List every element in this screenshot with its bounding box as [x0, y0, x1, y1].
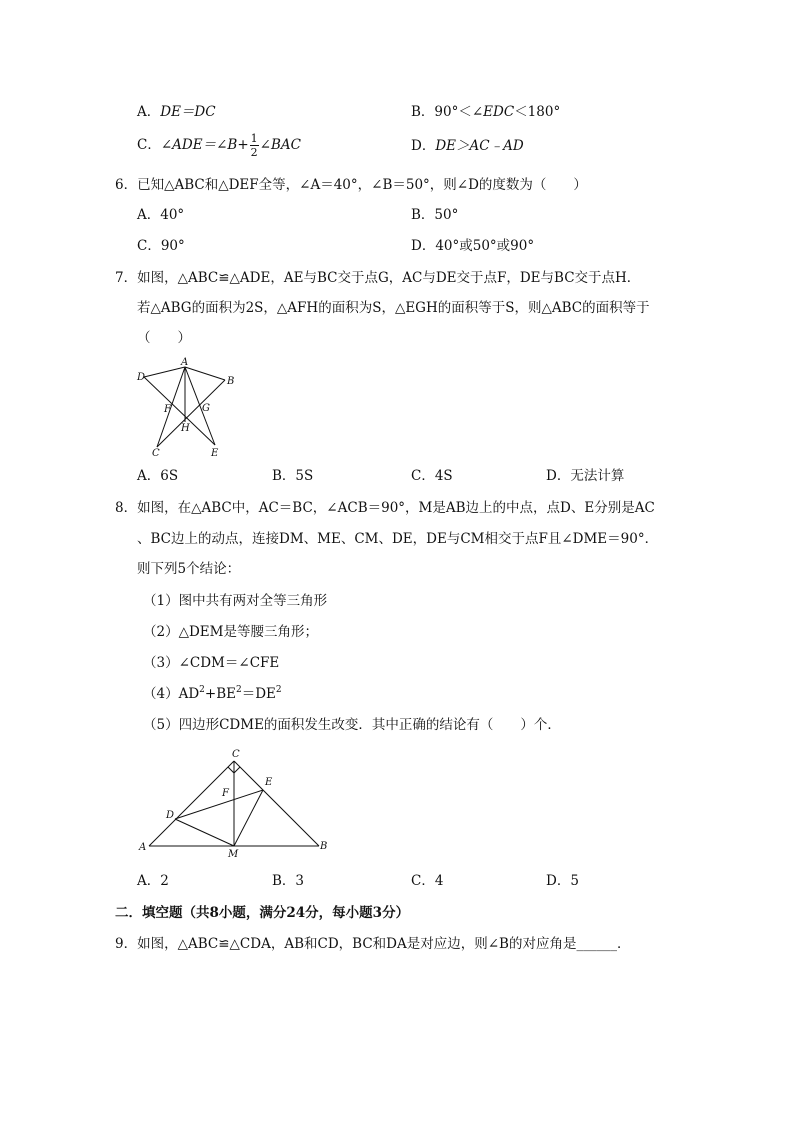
- q9-answer-blank[interactable]: ______: [576, 936, 617, 952]
- q8-conclusion-3: （3）∠CDM＝∠CFE: [143, 655, 280, 671]
- q5-option-d: D．DE＞AC﹣AD: [411, 138, 524, 154]
- q8-label-a: A: [139, 842, 147, 853]
- q8-option-b: B．3: [272, 873, 305, 889]
- q8-conclusion-2: （2）△DEM是等腰三角形；: [143, 624, 318, 640]
- q8-label-m: M: [228, 849, 239, 860]
- q7-label-e: E: [211, 448, 219, 459]
- q7-option-c: C．4S: [411, 468, 453, 484]
- q7-option-b: B．5S: [272, 468, 314, 484]
- q7-option-d: D．无法计算: [546, 468, 625, 484]
- q7-stem-line2: 若△ABG的面积为2S，△AFH的面积为S，△EGH的面积等于S，则△ABC的面积等于: [137, 300, 650, 316]
- q7-label-h: H: [181, 423, 190, 434]
- q6-option-d: D．40°或50°或90°: [411, 238, 535, 254]
- q7-paren: （ ）: [137, 330, 191, 346]
- q8-conclusion-4: $(4)AD^2+BE^2=DE^2$: [143, 685, 282, 702]
- q8-figure-triangle: [135, 745, 335, 860]
- q6-option-a: A．40°: [137, 207, 185, 223]
- q7-label-d: D: [137, 372, 146, 383]
- q7-figure-lines: [144, 367, 225, 447]
- q8-conclusion-5: （5）四边形CDME的面积发生改变．其中正确的结论有（ ）个．: [143, 717, 561, 733]
- q8-label-f: F: [222, 788, 229, 799]
- q6-option-c: C．90°: [137, 238, 185, 254]
- q8-option-c: C．4: [411, 873, 444, 889]
- q5-option-a: A．DE＝DC: [137, 104, 216, 120]
- q7-label-c: C: [152, 448, 160, 459]
- section-2-title: 二．填空题（共8小题，满分24分，每小题3分）: [115, 905, 410, 921]
- q8-stem-line3: 则下列5个结论：: [137, 561, 241, 577]
- q7-stem-line1: 7．如图，△ABC≌△ADE，AE与BC交于点G，AC与DE交于点F，DE与BC交于点H．: [115, 270, 641, 286]
- q7-label-g: G: [202, 403, 210, 414]
- q8-conclusion-1: （1）图中共有两对全等三角形: [143, 593, 328, 609]
- q8-label-c: C: [232, 749, 240, 760]
- q5-option-b: B．90°＜∠EDC＜180°: [411, 104, 561, 120]
- q8-figure-lines: [149, 761, 319, 846]
- q8-label-d: D: [166, 810, 175, 821]
- q7-label-a: A: [181, 357, 189, 368]
- fraction-half: $\frac{1}{2}$: [250, 132, 258, 159]
- q7-label-b: B: [227, 376, 235, 387]
- q6-stem: 6．已知△ABC和△DEF全等，∠A＝40°，∠B＝50°，则∠D的度数为（ ）: [115, 177, 587, 193]
- q7-option-a: A．6S: [137, 468, 179, 484]
- q8-stem-line2: 、BC边上的动点，连接DM、ME、CM、DE，DE与CM相交于点F且∠DME＝90°．: [137, 531, 659, 547]
- q8-label-e: E: [265, 777, 273, 788]
- q7-figure-star: [130, 355, 250, 460]
- q8-option-a: A．2: [137, 873, 169, 889]
- q8-label-b: B: [320, 841, 328, 852]
- q5-option-c: C．∠ADE＝∠B+ $\frac{1}{2}$ ∠BAC: [137, 132, 301, 159]
- q6-option-b: B．50°: [411, 207, 459, 223]
- q8-stem-line1: 8．如图，在△ABC中，AC＝BC，∠ACB＝90°，M是AB边上的中点，点D、E分别是AC: [115, 500, 655, 516]
- q9-stem: 9．如图，△ABC≌△CDA，AB和CD，BC和DA是对应边，则∠B的对应角是______．: [115, 936, 631, 952]
- q7-label-f: F: [164, 404, 171, 415]
- q8-option-d: D．5: [546, 873, 579, 889]
